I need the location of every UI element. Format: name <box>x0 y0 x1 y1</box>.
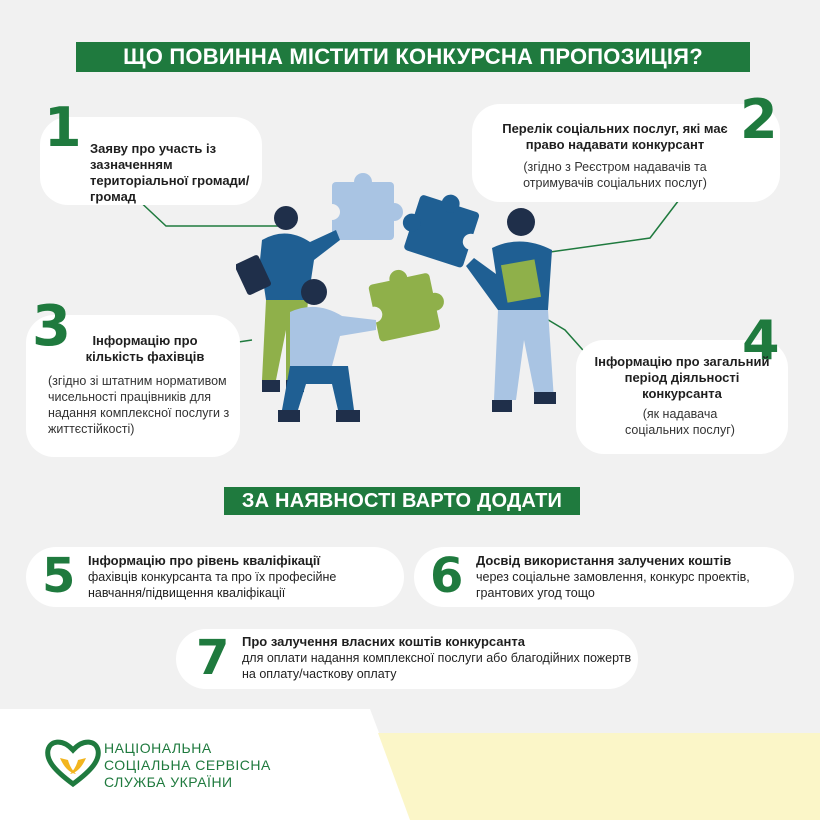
item-5-number: 5 <box>42 548 76 604</box>
item-6-rest: через соціальне замовлення, конкурс проектів, грантових угод тощо <box>476 570 750 600</box>
item-5-rest: фахівців конкурсанта та про їх професійне навчання/підвищення кваліфікації <box>88 570 337 600</box>
logo-line-2: СОЦІАЛЬНА СЕРВІСНА <box>104 757 271 773</box>
item-1-number: 1 <box>44 96 82 159</box>
logo-line-3: СЛУЖБА УКРАЇНИ <box>104 774 233 790</box>
logo-text <box>104 740 271 791</box>
item-7-rest: для оплати надання комплексної послуги або благодійних пожертв на оплату/часткову оплату <box>242 651 632 681</box>
item-6-text <box>476 553 776 601</box>
item-7-number: 7 <box>196 630 230 686</box>
puzzle-piece-dark-blue <box>395 183 491 271</box>
item-7-text <box>242 634 632 682</box>
item-2-number: 2 <box>740 88 778 151</box>
page-title: ЩО ПОВИННА МІСТИТИ КОНКУРСНА ПРОПОЗИЦІЯ? <box>76 42 750 72</box>
item-7-bold: Про залучення власних коштів конкурсанта <box>242 634 525 649</box>
puzzle-people-illustration <box>236 170 566 440</box>
item-6-bold: Досвід використання залучених коштів <box>476 553 732 568</box>
item-4-text: Інформацію про загальний період діяльності конкурсанта <box>594 354 770 401</box>
item-4-number: 4 <box>742 309 780 372</box>
heart-hands-logo <box>44 738 102 788</box>
item-3-text: Інформацію про кількість фахівців <box>85 333 205 364</box>
section-subtitle: ЗА НАЯВНОСТІ ВАРТО ДОДАТИ <box>224 487 580 515</box>
puzzle-piece-lime <box>358 262 449 344</box>
item-4-note: (як надавача соціальних послуг) <box>625 407 735 437</box>
item-3-note: (згідно зі штатним нормативом чисельності працівників для надання комплексної послуги з життєстійкості) <box>48 374 230 436</box>
puzzle-piece-light-blue <box>324 173 403 240</box>
person-right <box>466 208 556 412</box>
logo-line-1: НАЦІОНАЛЬНА <box>104 740 212 756</box>
item-2-text: Перелік соціальних послуг, які має право надавати конкурсант <box>502 121 728 152</box>
item-3-number: 3 <box>32 294 71 359</box>
item-2-note: (згідно з Реєстром надавачів та отримувачів соціальних послуг) <box>523 160 707 190</box>
item-1-text: Заяву про участь із зазначенням територіальної громади/громад <box>90 141 250 204</box>
item-5-bold: Інформацію про рівень кваліфікації <box>88 553 321 568</box>
item-6-number: 6 <box>430 548 464 604</box>
item-5-text <box>88 553 388 601</box>
